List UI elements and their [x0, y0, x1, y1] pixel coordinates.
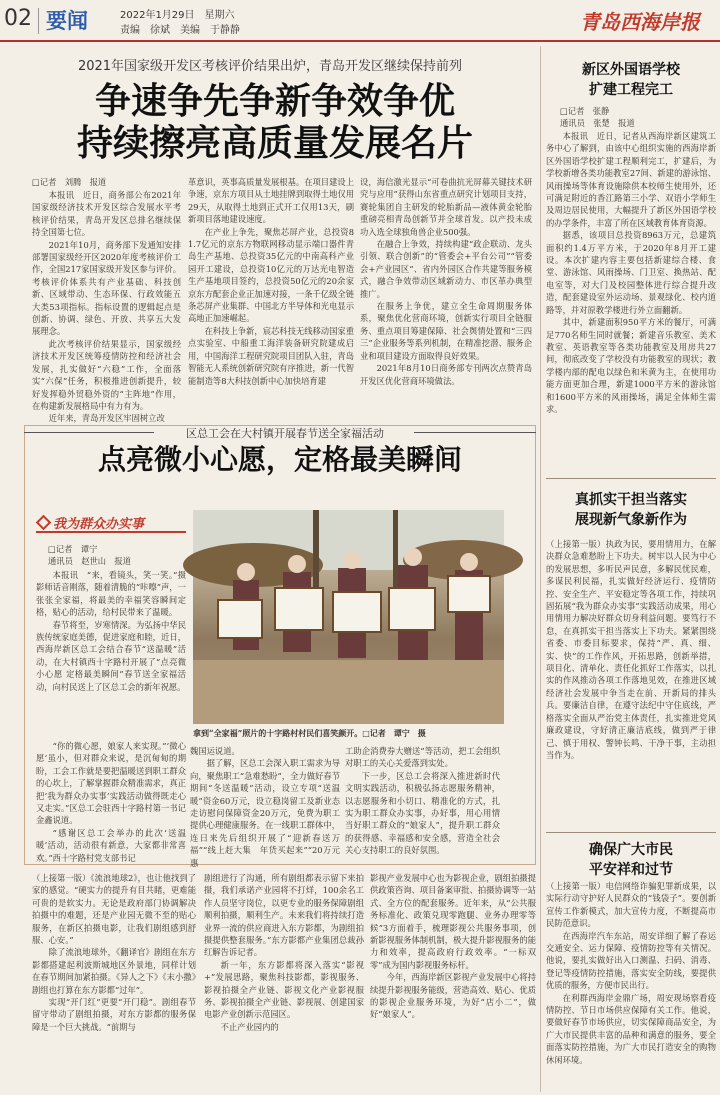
right-story-2-title: 真抓实干担当落实 展现新气象新作为 — [575, 492, 687, 528]
section-title: 要闻 — [46, 9, 88, 33]
feature-headline: 点亮微小心愿，定格最美瞬间 — [97, 443, 462, 476]
feature-kicker: 区总工会在大村镇开展春节送全家福活动 — [186, 427, 384, 440]
feature-column-2: 魏国运说道。 据了解，区总工会深入职工需求为导向，聚焦职工“急难愁盼”，全力做好春节期间“冬送温暖”活动，设立专项“送温暖”资金60万元，设立稳岗留工及新业态走访慰问保障资金20万元，免费为职工提供心理健康服务。在一线职工群体中，连日来先后组织开展了“迎新春送万福”“线上赶大集 年货买起来”“20万元惠 — [190, 746, 340, 868]
photo-illustration — [193, 510, 504, 724]
bottom-column-3: 影视产业发展中心也为影视企业，剧组拍摄提供政策咨询、项目备案审批、拍摄协调等一站式、全方位的配套服务。近年来，从“公共服务标准化、政策兑现零跑腿、业务办理零等候”3方面着手，梳理影视公共服务事项，创新影视服务体制机制，极大提升影视服务的能力和效率，提高政府行政效率。“一标双零”成为国内影视服务标杆。 今年，西海岸新区影视产业发展中心将持续提升影视服务能级，营造高效、贴心、优质的影视企业服务环境，为好“店小二”，做好“娘家人”。 — [370, 873, 536, 1020]
feature-column-1: “你的微心愿，娘家人来实现。”‘微心愿’虽小，但对群众来说，是沉甸甸的期盼，工会工作就是要把温暖送到职工群众的心坎上，了解掌握群众精准需求，真正把‘我为群众办实事’实践活动做得既走心又走实。”区总工会驻西十字路村第一书记金鑫说道。 “感谢区总工会举办的此次‘送温暖’活动，活动很有新意，大家都非常喜欢。”西十字路村党支部书记 — [36, 741, 186, 863]
lead-column-3: 设，海信激光显示“可卷曲抗光屏幕关键技术研究与应用”获得山东省重点研究计划项目支持，赛轮集团自主研发的轮胎新品—液体黄金轮胎重磅亮相青岛创新节并全球首发。以产投未成功入选全球独角兽企业500强。 在融合上争效，持续构建“政企联动、龙头引领、联合创新”的“管委会+平台公司”“管委会+产业园区”、省内外园区合作共建等服务模式，融合争效带动区域新动力、市区革办典型推广。 在服务上争优，建立全生命周期服务体系，聚焦优化营商环境，创新实行项目全链服务、重点项目筹建保障、社会舆情处置和“三四三”企业服务等系列机制，在精准挖潜、服务企业和项目建设方面取得良好效果。 2021年8月10日商务部专刊两次点赞青岛开发区优化营商环境做法。 — [360, 177, 532, 386]
right-story-3-title: 确保广大市民 平安祥和过节 — [589, 842, 673, 878]
right-story-2-body: （上接第一版）执政为民，要用情用力，在解决群众急难愁盼上下功夫。树牢以人民为中心的发展思想，多听民声民意，多解民忧民难，多谋民利民福，扎实做好经济运行、疫情防控、安全生产、平安稳定等各项工作，持续巩固拓展“我为群众办实事”实践活动成果，用心用情用力解决好群众切身利益问题。要笃行不怠，在真抓实干担当落实上下功夫。紧紧围绕省委、市委目标要求，保持“严、真、细、实、快”的工作作风，开拓思路，创新举措，项目化、清单化、责任化抓好工作落实，以扎实的作风推动各项工作落地见效，在推进区域经济社会发展中争当走在前、开新局的排头兵。要廉洁自律，在遵守法纪中守住底线，严格落实全面从严治党主体责任，扎实推进党风廉政建设，守好清正廉洁底线，做到严于律己、慎于用权、警钟长鸣、干净干事，主动担当作为。 — [546, 539, 716, 760]
right-story-3-body: （上接第一版）电信网络诈骗犯罪新成果，以实际行动守护好人民群众的“钱袋子”。要创新宣传工作新模式，加大宣传力度，不断提高市民防范意识。 在西海岸汽车东站，周安详细了解了春运交通安全、运力保障、疫情防控等有关情况。他说，要扎实做好出入口测温、扫码、消毒、登记等疫情防控措施，落实安全防线，要提供优质的服务，方便市民出行。 在利群西海岸金鼎广场，周安现场察看疫情防控、节日市场供应保障有关工作。他说，要做好春节市场供应，切实保障商品安全，为广大市民提供丰富的品种和满意的服务，要全面落实防控措施，为广大市民打造安全的购物休闲环境。 — [546, 881, 716, 1065]
page-number: 02 — [4, 6, 32, 31]
issue-date: 2022年1月29日 星期六 — [120, 10, 235, 21]
lead-column-2: 革意识，英事高质量发展根基。在项目建设上争速，京东方项目从土地挂牌到取得土地仅用29天，从取得土地到正式开工仅用13天，刷新项目落地建设速度。 在产业上争先，聚焦芯屏产业，总投资81.7亿元的京东方物联网移动显示端口器件青岛生产基地、总投资35亿元的中南高科产业园开工建设，总投资10亿元的万达光电智造生产基地项目签约，总投资50亿元的20余家京东方配套企业正加速对接，一条千亿级全链条芯屏产业集群、中国北方半导体和光电显示高地正加速崛起。 在科技上争新，宸芯科技无线移动国家重点实验室、中船重工海洋装备研究院建成启用，中国海洋工程研究院项目团队入驻，青岛智能无人系统创新研究院有序推进，新一代智能制造等8大科技创新中心加快培育建 — [188, 177, 354, 386]
lead-headline-2: 持续擦亮高质量发展名片 — [76, 123, 473, 164]
masthead-logo: 青岛西海岸报 — [580, 10, 700, 34]
bottom-column-1: （上接第一版）《流浪地球2》，也让他找到了家的感觉。“硬实力的提升有目共睹，更难能可贵的是软实力。无论是政府部门协调解决拍摄中的难题，还是产业园无微不至的贴心服务，在新区拍摄电影，让我们剧组感到舒服、心安。” 除了流浪地球外，《翻译官》剧组在东方影都搭建起利波斯城地区外景地，同样计划在春节期间加紧拍摄。《异人之下》《末小撒》剧组也打算在东方影都“过年”。 实现“开门红”更要“开门稳”。剧组春节留守带动了剧组拍摄，对东方影都的服务保障是一个巨大挑战。“前期与 — [32, 873, 196, 1032]
right-story-1-body: 本报讯 近日，记者从西海岸新区建筑工务中心了解到，由该中心组织实施的西海岸新区外国语学校扩建工程顺利完工，扩建后，为学校新增各类功能教室27间、新建的游泳馆、风雨操场等体育设施除供本校师生使用外，还可满足附近的香江路第三小学、双语小学师生及周边居民使用，大幅提升了新区外国语学校的办学条件，丰富了所在区域教育体育资源。 据悉，该项目总投资8963万元，总建筑面积约1.4万平方米，于2020年8月开工建设。本次扩建内容主要包括新建综合楼、食堂、游泳馆、风雨操场、门卫室、换热站、配电室等，对大门及校园整体进行综合提升改造，配套建设室外运动场、景观绿化、校内道路等，并对原教学楼进行外立面翻新。 其中，新建面积950平方米的餐厅，可满足770名师生同时就餐；新建音乐教室、美术教室、英语教室等各类功能教室及用房共27间，彻底改变了学校没有功能教室的现状；教学楼内部的配电以绿色和米黄为主，在使用功能方面更加合理，新建1000平方米的游泳馆和1600平方米的风雨操场，满足全体师生需求。 — [546, 131, 716, 414]
campaign-logo: 我为群众办实事 — [36, 513, 186, 533]
lead-kicker: 2021年国家级开发区考核评价结果出炉，青岛开发区继续保持前列 — [77, 59, 463, 74]
feature-side-text: 本报讯 “来，看镜头，笑一笑。”摄影师话音刚落，随着清脆的“咔嚓”声，一张张全家福，将最美的幸福笑容瞬间定格，贴心的活动，给村民带来了温暖。 春节将至，岁寒情深。为弘扬中华民族传统家庭美德，促进家庭和睦，近日，西海岸新区总工会结合春节“送温暖”活动，在大村镇西十字路村开展了“点亮微小心愿 定格最美瞬间”春节送全家福活动，向村民送上了区总工会的新年祝愿。 — [36, 570, 186, 692]
right-story-1-title: 新区外国语学校 扩建工程完工 — [582, 62, 680, 98]
photo-caption: 拿到“全家福”照片的十字路村村民们喜笑颜开。□记者 谭宁 摄 — [193, 728, 426, 738]
right-story-1-byline: □记者 张静 通讯员 张楚 报道 — [560, 106, 635, 129]
lead-headline-1: 争速争先争新争效争优 — [94, 81, 455, 122]
feature-byline: □记者 谭宁 通讯员 赵世山 报道 — [48, 544, 131, 567]
logo-emblem-icon — [36, 515, 52, 531]
lead-column-1: 本报讯 近日，商务部公布2021年国家级经济技术开发区综合发展水平考核评价结果，青岛开发区总排名继续保持全国第七位。 2021年10月，商务部下发通知安排部署国家级经开区2020年度考核评价工作，全国217家国家级开发区参与评价。考核评价体系共有产业基础、科技创新、区域带动、生态环保、行政效能五大类53项指标。指标设置的逻辑起点是创新、协调、绿色、开放、共享五大发展理念。 此次考核评价结果显示，国家级经济技术开发区统筹疫情防控和经济社会发展，扎实做好“六稳”工作，全面落实“六保”任务，积极推进创新提升，较好发挥稳外贸稳外资的“主阵地”作用，在构建新发展格局中有力有为。 近年来，青岛开发区牢固树立改 — [32, 190, 181, 424]
feature-column-3: 工助企消费券大赠送”等活动，把工会组织对职工的关心关爱落到实处。 下一步，区总工会将深入推进新时代文明实践活动，积极弘扬志愿服务精神，以志愿服务和小切口、精准化的方式，扎实为职工群众办实事，办好事，用心用情当好职工群众的“娘家人”，提升职工群众的获得感、幸福感和安全感，营造全社会关心支持职工的良好氛围。 — [345, 746, 500, 856]
lead-byline: □记者 刘腾 报道 — [32, 177, 107, 187]
editors-line: 责编 徐斌 美编 于静静 — [120, 25, 240, 36]
feature-photo — [193, 510, 504, 724]
bottom-column-2: 剧组进行了沟通，所有剧组都表示留下来拍摄，我们承诺产业园将不打烊，100余名工作人员坚守岗位，以更专业的服务保障剧组顺利拍摄，顺利生产。未来我们将持续打造业界一流的供应商进入东方影都，为剧组拍摄提供整套服务。”东方影都产业集团总裁孙红解告诉记者。 新一年，东方影都将深入落实“影视+”发展思路，聚焦科技影都，影视服务、影视拍摄全产业链、影视文化产业影视服务、影视拍摄全产业链、影视展、创建国家电影产业创新示范园区。 不止产业园内的 — [204, 873, 364, 1032]
page-header — [0, 0, 720, 40]
